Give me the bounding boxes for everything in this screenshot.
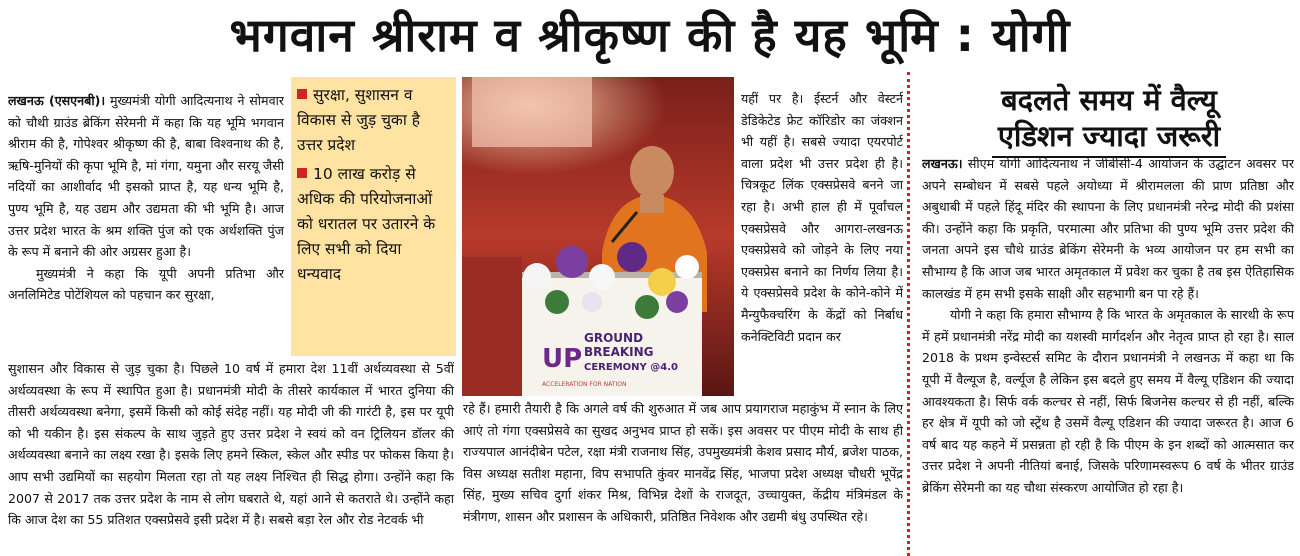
highlight-text-1: सुरक्षा, सुशासन व विकास से जुड़ चुका है उत्तर प्रदेश	[297, 86, 421, 154]
bottom-middle-text	[463, 398, 903, 556]
svg-text:UP: UP	[542, 344, 583, 374]
event-photo	[462, 77, 734, 396]
highlight-text-2: 10 लाख करोड़ से अधिक की परियोजनाओं को धरातल पर उतारने के लिए सभी को दिया धन्यवाद	[297, 165, 436, 283]
photo-illustration	[462, 77, 734, 396]
sidebar-headline-line2: एडिशन ज्यादा जरूरी	[992, 118, 1226, 158]
highlight-box	[291, 77, 456, 356]
stage-subtext: ACCELERATION FOR NATION	[542, 381, 627, 388]
left-paragraph-2: मुख्यमंत्री ने कहा कि यूपी अपनी प्रतिभा और अनलिमिटेड पोटेंशियल को पहचान कर सुरक्षा,	[8, 265, 284, 303]
sidebar-headline-line1: बदलते समय में वैल्यू	[1001, 83, 1217, 117]
sidebar-headline	[918, 82, 1300, 158]
sidebar-paragraph-1	[922, 153, 1294, 304]
left-paragraph-1	[8, 90, 284, 263]
stage-text-2: BREAKING	[584, 345, 654, 359]
left-column	[8, 90, 284, 358]
highlight-item-2	[297, 162, 450, 287]
left-wide-text	[8, 358, 454, 556]
bottom-middle-paragraph: रहे हैं। हमारी तैयारी है कि अगले वर्ष की शुरुआत में जब आप प्रयागराज महाकुंभ में स्नान के लिए आएं तो गंगा एक्सप्रेसवे का सुखद अनुभव प्राप्त हो सकें। इस अवसर पर पीएम मोदी के साथ ही राज्यपाल आनंदीबेन पटेल, रक्षा मंत्री राजनाथ सिंह, उपमुख्यमंत्री केशव प्रसाद मौर्य, ब्रजेश पाठक, विस अध्यक्ष सतीश महाना, विप सभापति कुंवर मानवेंद्र सिंह, भाजपा प्रदेश अध्यक्ष चौधरी भूपेंद्र सिंह, मुख्य सचिव दुर्गा शंकर मिश्र, विभिन्न देशों के राजदूत, उच्चायुक्त, केंद्रीय मंत्रिमंडल के मंत्रीगण, शासन और प्रशासन के अधिकारी, प्रतिष्ठित निवेशक और उद्यमी बंधु उपस्थित रहे।	[463, 401, 903, 524]
sidebar-paragraph-2: योगी ने कहा कि हमारा सौभाग्य है कि भारत के अमृतकाल के सारथी के रूप में हमें प्रधानमंत्री नरेंद्र मोदी का यशस्वी मार्गदर्शन और नेतृत्व प्राप्त हो रहा है। साल 2018 के प्रथम इन्वेस्टर्स समिट के दौरान प्रधानमंत्री ने लखनऊ में कहा था कि यूपी में वैल्यूज है, वर्ल्यूज है लेकिन इस बदले हुए समय में वैल्यू एडिशन की ज्यादा आवश्यकता है। सिर्फ वर्क कल्चर से नहीं, सिर्फ बिजनेस कल्चर से ही नहीं, बल्कि हर क्षेत्र में यूपी को जो स्ट्रेंथ है उसमें वैल्यू एडिशन की ज्यादा जरूरत है। आज 6 वर्ष बाद यह कहने में प्रसन्नता हो रही है कि पीएम के इन शब्दों को आत्मसात कर उत्तर प्रदेश ने अपनी नीतियां बनाई, जिसके परिणामस्वरूप 6 वर्ष के भीतर ग्राउंड ब्रेकिंग सेरेमनी का यह चौथा संस्करण आयोजित हो रहा है।	[922, 307, 1294, 495]
sidebar-column	[922, 153, 1294, 553]
sidebar-para1-text: सीएम योगी आदित्यनाथ ने जीबीसी-4 आयोजन के उद्घाटन अवसर पर अपने सम्बोधन में सबसे पहले अयोध्या में श्रीरामलला की प्राण प्रतिष्ठा और अबुधाबी में पहले हिंदू मंदिर की स्थापना के लिए प्रधानमंत्री नरेन्द्र मोदी की प्रशंसा की। उन्होंने कहा कि प्रकृति, परमात्मा और प्रतिभा की पुण्य भूमि उत्तर प्रदेश की जनता अपने इस चौथे ग्राउंड ब्रेकिंग सेरेमनी के भव्य आयोजन पर हम सभी का सौभाग्य है कि आज जब भारत अमृतकाल में प्रवेश कर चुका है तब इस ऐतिहासिक कालखंड में हम सभी इसके साक्षी और सहभागी बन पा रहे हैं।	[922, 156, 1294, 301]
middle-column	[741, 88, 903, 396]
page-headline: भगवान श्रीराम व श्रीकृष्ण की है यह भूमि : योगी	[229, 8, 1071, 62]
wide-text-paragraph: सुशासन और विकास से जुड़ चुका है। पिछले 10 वर्ष में हमारा देश 11वीं अर्थव्यवस्था से 5वीं अर्थव्यवस्था के रूप में स्थापित हुआ है। प्रधानमंत्री मोदी के तीसरे कार्यकाल में भारत दुनिया की तीसरी अर्थव्यवस्था बनेगा, इसमें किसी को कोई संदेह नहीं। यह मोदी जी की गारंटी है, इस पर यूपी को भी यकीन है। इस संकल्प के साथ जुड़ते हुए उत्तर प्रदेश ने स्वयं को वन ट्रिलियन डॉलर की अर्थव्यवस्था बनाने का लक्ष्य रखा है। इसके लिए हमने स्किल, स्केल और स्पीड पर फोकस किया है। आप सभी उद्यमियों का सहयोग मिलता रहा तो यह लक्ष्य निश्चित ही सिद्ध होगा। उन्होंने कहा कि 2007 से 2017 तक उत्तर प्रदेश के नाम से लोग घबराते थे, यहां आने से कतराते थे। उन्होंने कहा कि आज देश का 55 प्रतिशत एक्सप्रेसवे इसी प्रदेश में है। सबसे बड़ा रेल और रोड नेटवर्क भी	[8, 361, 454, 528]
left-para1-text: मुख्यमंत्री योगी आदित्यनाथ ने सोमवार को चौथी ग्राउंड ब्रेकिंग सेरेमनी में कहा कि यह भूमि भगवान श्रीराम की है, गोपेश्वर श्रीकृष्ण की है, बाबा विश्वनाथ की है, ऋषि-मुनियों की कृपा भूमि है, मां गंगा, यमुना और सरयू जैसी नदियों का आशीर्वाद भी इसको प्राप्त है, यह धन्य भूमि है, पुण्य भूमि है, यह उद्यम और उद्यमता की भी भूमि है। आज उत्तर प्रदेश भारत के श्रम शक्ति पुंज को एक अर्थशक्ति पुंज के रूप में बनाने की ओर अग्रसर हुआ है।	[8, 93, 284, 260]
bullet-square-icon	[297, 168, 307, 178]
bullet-square-icon	[297, 89, 307, 99]
column-divider	[907, 72, 910, 556]
stage-text-1: GROUND	[584, 331, 644, 345]
middle-column-text: यहीं पर है। ईस्टर्न और वेस्टर्न डेडिकेटेड फ्रेट कॉरिडोर का जंक्शन भी यहीं है। सबसे ज्यादा एयरपोर्ट वाला प्रदेश भी उत्तर प्रदेश ही है। चित्रकूट लिंक एक्सप्रेसवे बनने जा रहा है। अभी हाल ही में पूर्वांचल एक्सप्रेसवे और आगरा-लखनऊ एक्सप्रेसवे को जोड़ने के लिए नया एक्सप्रेस बनाने का निर्णय लिया है। ये एक्सप्रेसवे प्रदेश के कोने-कोने में मैन्युफैक्चरिंग के केंद्रों को निर्बाध कनेक्टिविटी प्रदान कर	[741, 91, 903, 344]
dateline: लखनऊ (एसएनबी)।	[8, 93, 106, 108]
sidebar-dateline: लखनऊ।	[922, 156, 963, 171]
highlight-item-1	[297, 83, 450, 158]
stage-text-3: CEREMONY @4.0	[584, 362, 678, 373]
